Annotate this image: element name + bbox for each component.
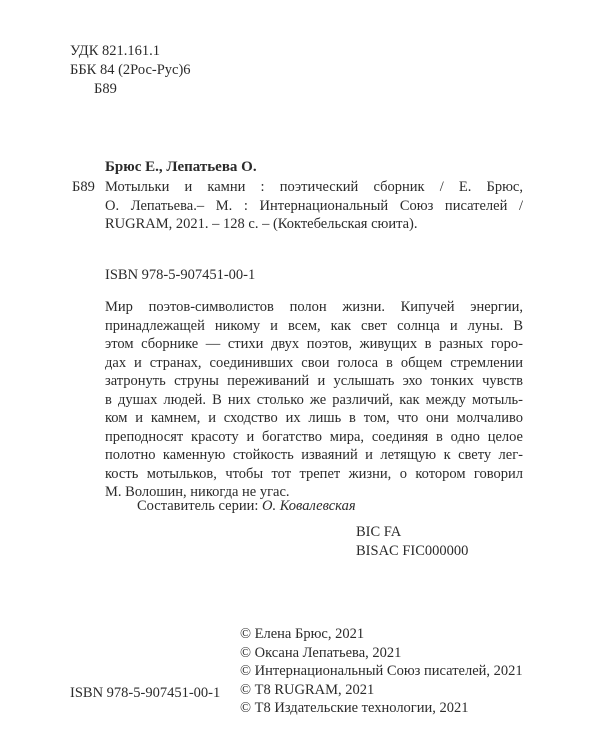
annotation-line: Мир поэтов-символистов полон жизни. Кипучей энергии, bbox=[105, 299, 523, 315]
bisac-code: BISAC FIC000000 bbox=[356, 543, 469, 559]
annotation-line: ком и камнем, и сходство их лишь в том, что они молчаливо bbox=[105, 410, 523, 426]
author-code-margin: Б89 bbox=[72, 179, 95, 195]
series-compiler-label: Составитель серии: bbox=[137, 498, 262, 514]
annotation-line: полотно каменную стойкость изваяний и летящую к свету лег- bbox=[105, 447, 523, 463]
footer-isbn: ISBN 978-5-907451-00-1 bbox=[70, 685, 221, 701]
annotation-line: этом сборнике — стихи двух поэтов, живущих в разных горо- bbox=[105, 336, 523, 352]
annotation bbox=[105, 298, 523, 502]
biblio-line: О. Лепатьева.– М. : Интернациональный Союз писателей / bbox=[105, 197, 523, 214]
annotation-line: преподносят красоту и богатство мира, соединяя в одно целое bbox=[105, 428, 523, 445]
copyright-block bbox=[240, 625, 523, 718]
copyright-line: © Интернациональный Союз писателей, 2021 bbox=[240, 663, 523, 679]
annotation-line: кость мотыльков, чтобы тот трепет жизни, о котором говорил bbox=[105, 465, 523, 482]
authors-heading: Брюс Е., Лепатьева О. bbox=[105, 159, 257, 175]
annotation-line: в душах людей. В них столько же различий, как между мотыль- bbox=[105, 391, 523, 408]
copyright-line: © Оксана Лепатьева, 2021 bbox=[240, 644, 402, 661]
biblio-line: RUGRAM, 2021. – 128 с. – (Коктебельская сюита). bbox=[105, 216, 418, 232]
author-code: Б89 bbox=[94, 81, 117, 97]
biblio-line: Мотыльки и камни : поэтический сборник / Е. Брюс, bbox=[105, 179, 523, 195]
bbk-code: ББК 84 (2Рос-Рус)6 bbox=[70, 62, 191, 78]
annotation-line: принадлежащей никому и всем, как свет солнца и луны. В bbox=[105, 317, 523, 334]
copyright-line: © Елена Брюс, 2021 bbox=[240, 626, 365, 642]
annotation-line: дах и странах, соединивших свои голоса в общем стремлении bbox=[105, 354, 523, 371]
series-compiler-name: О. Ковалевская bbox=[262, 498, 356, 514]
series-compiler bbox=[137, 497, 356, 516]
isbn: ISBN 978-5-907451-00-1 bbox=[105, 267, 256, 283]
annotation-line: М. Волошин, никогда не угас. bbox=[105, 484, 290, 500]
annotation-line: затронуть струны переживаний и услышать эхо тонких чувств bbox=[105, 373, 523, 389]
copyright-line: © Т8 RUGRAM, 2021 bbox=[240, 681, 375, 698]
udk-code: УДК 821.161.1 bbox=[70, 43, 160, 59]
bic-code: BIC FA bbox=[356, 524, 402, 540]
bibliographic-description bbox=[105, 178, 523, 234]
copyright-line: © Т8 Издательские технологии, 2021 bbox=[240, 700, 469, 716]
